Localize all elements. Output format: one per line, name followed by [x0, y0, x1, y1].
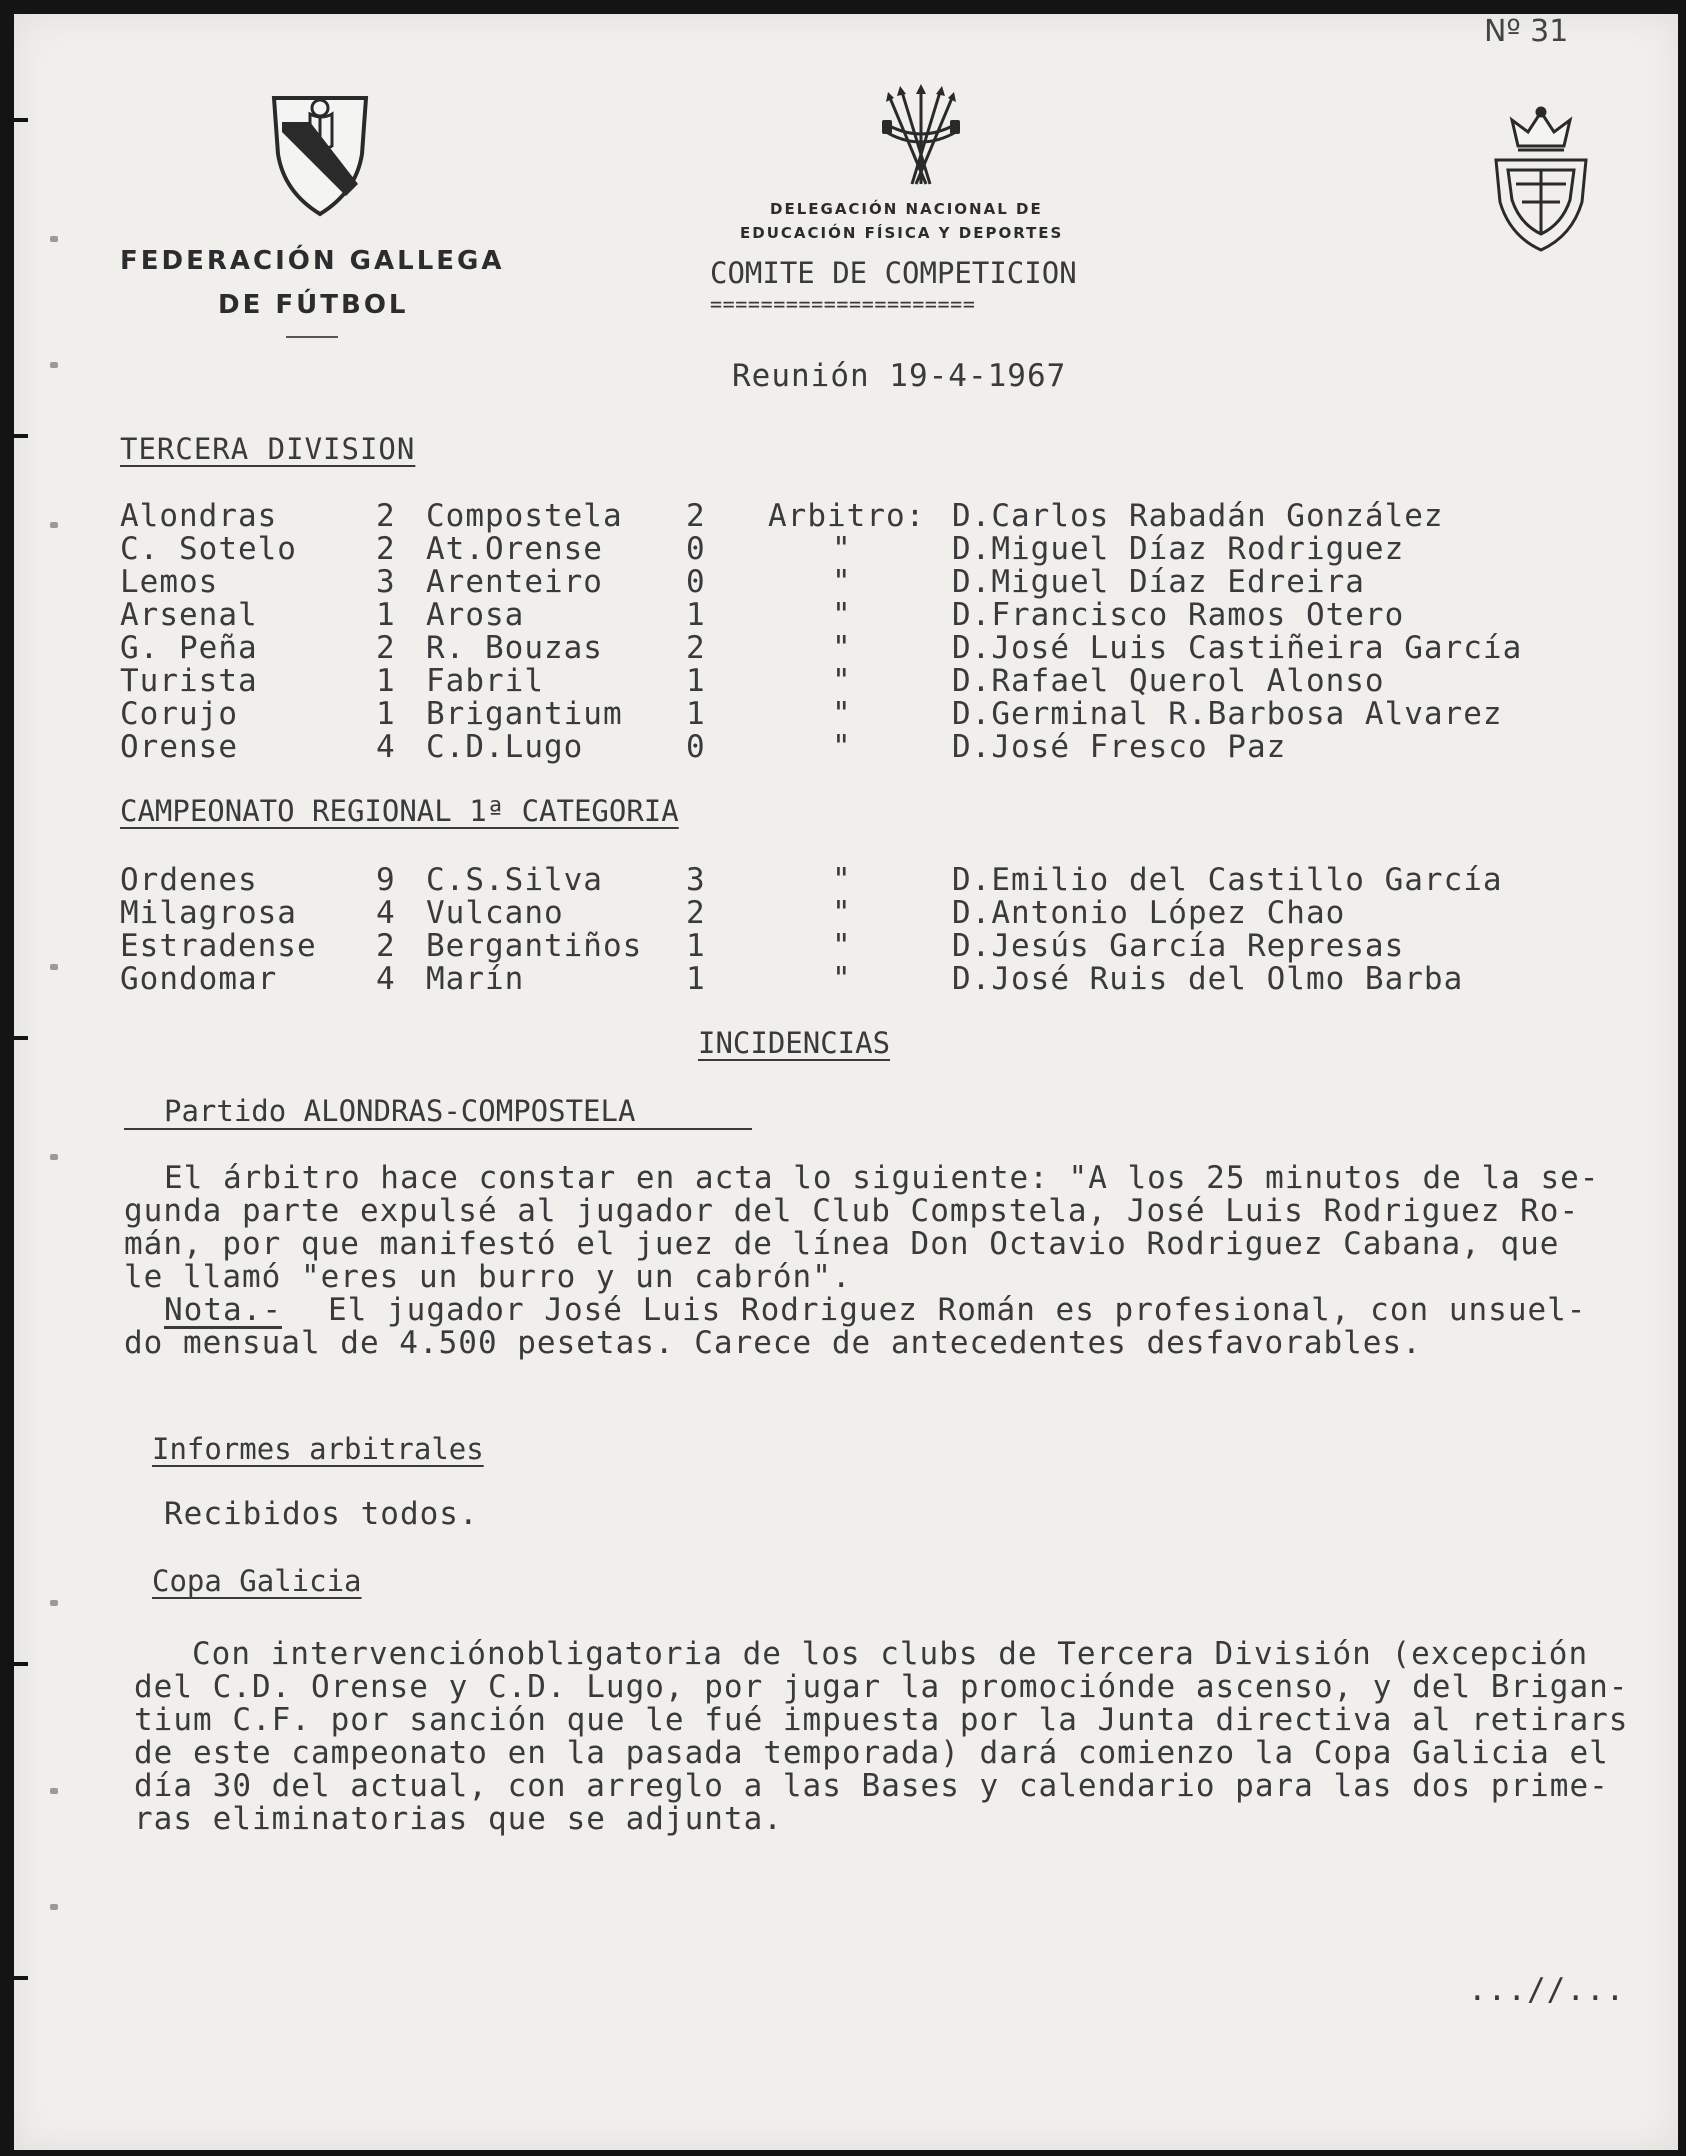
margin-mark [50, 1600, 58, 1606]
home-team: Turista [120, 663, 258, 699]
home-team: Milagrosa [120, 895, 297, 931]
partido-underline [124, 1128, 752, 1130]
home-team: Ordenes [120, 862, 258, 898]
home-score: 4 [376, 961, 396, 997]
document-page [14, 14, 1678, 2150]
incidencia-line: El árbitro hace constar en acta lo siguiente: "A los 25 minutos de la se- [164, 1160, 1600, 1196]
home-score: 2 [376, 531, 396, 567]
committee-title: COMITE DE COMPETICION [710, 256, 1077, 290]
away-score: 2 [686, 630, 706, 666]
away-score: 1 [686, 961, 706, 997]
referee-name: D.José Luis Castiñeira García [952, 630, 1523, 666]
home-team: Estradense [120, 928, 317, 964]
margin-mark [50, 1788, 58, 1794]
informes-heading: Informes arbitrales [152, 1432, 484, 1466]
away-score: 2 [686, 895, 706, 931]
continuation-mark: ...//... [1468, 1972, 1626, 2008]
ditto-mark: " [832, 928, 852, 964]
home-score: 1 [376, 663, 396, 699]
referee-name: D.Antonio López Chao [952, 895, 1346, 931]
nota-text-line1: El jugador José Luis Rodriguez Román es profesional, con unsuel- [328, 1292, 1587, 1328]
referee-name: D.Emilio del Castillo García [952, 862, 1503, 898]
federation-name-line2: DE FÚTBOL [218, 290, 409, 320]
home-score: 2 [376, 928, 396, 964]
copa-line: del C.D. Orense y C.D. Lugo, por jugar la promociónde ascenso, y del Brigan- [134, 1669, 1629, 1705]
away-score: 0 [686, 564, 706, 600]
home-score: 4 [376, 895, 396, 931]
away-team: C.D.Lugo [426, 729, 584, 765]
ditto-mark: " [832, 564, 852, 600]
binder-hole [14, 118, 28, 122]
committee-title-rule: ===================== [710, 292, 976, 316]
delegation-line1: DELEGACIÓN NACIONAL DE [770, 200, 1043, 218]
away-score: 0 [686, 729, 706, 765]
delegation-line2: EDUCACIÓN FÍSICA Y DEPORTES [740, 224, 1064, 242]
binder-hole [14, 1976, 28, 1980]
copa-line: día 30 del actual, con arreglo a las Bases y calendario para las dos prime- [134, 1768, 1609, 1804]
ditto-mark: " [832, 696, 852, 732]
copa-line: Con intervenciónobligatoria de los clubs de Tercera División (excepción [192, 1636, 1589, 1672]
away-team: Bergantiños [426, 928, 643, 964]
partido-heading: Partido ALONDRAS-COMPOSTELA [164, 1094, 636, 1128]
away-team: Arosa [426, 597, 525, 633]
away-team: At.Orense [426, 531, 603, 567]
binder-hole [14, 1662, 28, 1666]
away-team: C.S.Silva [426, 862, 603, 898]
margin-mark [50, 964, 58, 970]
home-score: 3 [376, 564, 396, 600]
away-score: 3 [686, 862, 706, 898]
referee-name: D.Rafael Querol Alonso [952, 663, 1385, 699]
home-team: Lemos [120, 564, 219, 600]
binder-hole [14, 434, 28, 438]
home-score: 2 [376, 498, 396, 534]
referee-name: D.Miguel Díaz Rodriguez [952, 531, 1405, 567]
ditto-mark: " [832, 531, 852, 567]
home-score: 9 [376, 862, 396, 898]
home-team: G. Peña [120, 630, 258, 666]
divider [286, 336, 338, 338]
copa-line: tium C.F. por sanción que le fué impuesta por la Junta directiva al retirars [134, 1704, 1629, 1737]
home-score: 2 [376, 630, 396, 666]
copa-line: ras eliminatorias que se adjunta. [134, 1801, 783, 1837]
home-team: Alondras [120, 498, 278, 534]
binder-hole [14, 1036, 28, 1040]
yoke-and-arrows-emblem [878, 84, 964, 190]
ditto-mark: " [832, 862, 852, 898]
ditto-mark: " [832, 597, 852, 633]
incidencias-heading: INCIDENCIAS [698, 1026, 891, 1060]
away-score: 1 [686, 597, 706, 633]
ditto-mark: " [832, 961, 852, 997]
away-score: 1 [686, 696, 706, 732]
ditto-mark: " [832, 630, 852, 666]
referee-name: D.Francisco Ramos Otero [952, 597, 1405, 633]
ditto-mark: " [832, 663, 852, 699]
nota-text-line2: do mensual de 4.500 pesetas. Carece de antecedentes desfavorables. [124, 1325, 1422, 1361]
away-team: R. Bouzas [426, 630, 603, 666]
away-score: 1 [686, 663, 706, 699]
away-team: Brigantium [426, 696, 623, 732]
away-team: Arenteiro [426, 564, 603, 600]
home-team: Corujo [120, 696, 238, 732]
referee-name: D.José Fresco Paz [952, 729, 1287, 765]
margin-mark [50, 362, 58, 368]
regional-heading: CAMPEONATO REGIONAL 1ª CATEGORIA [120, 794, 679, 828]
referee-label: Arbitro: [768, 498, 926, 534]
away-score: 2 [686, 498, 706, 534]
federation-shield-logo [270, 92, 370, 220]
home-team: Gondomar [120, 961, 278, 997]
margin-mark [50, 236, 58, 242]
margin-mark [50, 1154, 58, 1160]
margin-mark [50, 1904, 58, 1910]
copa-heading: Copa Galicia [152, 1564, 362, 1598]
away-score: 1 [686, 928, 706, 964]
away-team: Fabril [426, 663, 544, 699]
margin-mark [50, 522, 58, 528]
nota-label: Nota.- [164, 1292, 282, 1328]
home-score: 1 [376, 597, 396, 633]
copa-line: de este campeonato en la pasada temporada) dará comienzo la Copa Galicia el [134, 1735, 1609, 1771]
informes-text: Recibidos todos. [164, 1496, 479, 1532]
incidencia-line: gunda parte expulsé al jugador del Club Compstela, José Luis Rodriguez Ro- [124, 1193, 1580, 1229]
ditto-mark: " [832, 729, 852, 765]
home-team: Arsenal [120, 597, 258, 633]
referee-name: D.Germinal R.Barbosa Alvarez [952, 696, 1503, 732]
incidencia-line: le llamó "eres un burro y un cabrón". [124, 1259, 852, 1295]
regional-results-table [120, 862, 1620, 1002]
away-score: 0 [686, 531, 706, 567]
incidencia-line: mán, por que manifestó el juez de línea Don Octavio Rodriguez Cabana, que [124, 1226, 1560, 1262]
royal-crest-emblem [1488, 106, 1594, 256]
referee-name: D.Carlos Rabadán González [952, 498, 1444, 534]
federation-name-line1: FEDERACIÓN GALLEGA [120, 246, 505, 276]
away-team: Marín [426, 961, 525, 997]
tercera-results-table [120, 498, 1620, 788]
referee-name: D.José Ruis del Olmo Barba [952, 961, 1464, 997]
home-team: Orense [120, 729, 238, 765]
ditto-mark: " [832, 895, 852, 931]
home-score: 4 [376, 729, 396, 765]
away-team: Vulcano [426, 895, 564, 931]
tercera-division-heading: TERCERA DIVISION [120, 432, 416, 466]
referee-name: D.Jesús García Represas [952, 928, 1405, 964]
away-team: Compostela [426, 498, 623, 534]
referee-name: D.Miguel Díaz Edreira [952, 564, 1365, 600]
meeting-date: Reunión 19-4-1967 [732, 358, 1067, 394]
page-number: Nº 31 [1484, 14, 1569, 49]
home-score: 1 [376, 696, 396, 732]
home-team: C. Sotelo [120, 531, 297, 567]
